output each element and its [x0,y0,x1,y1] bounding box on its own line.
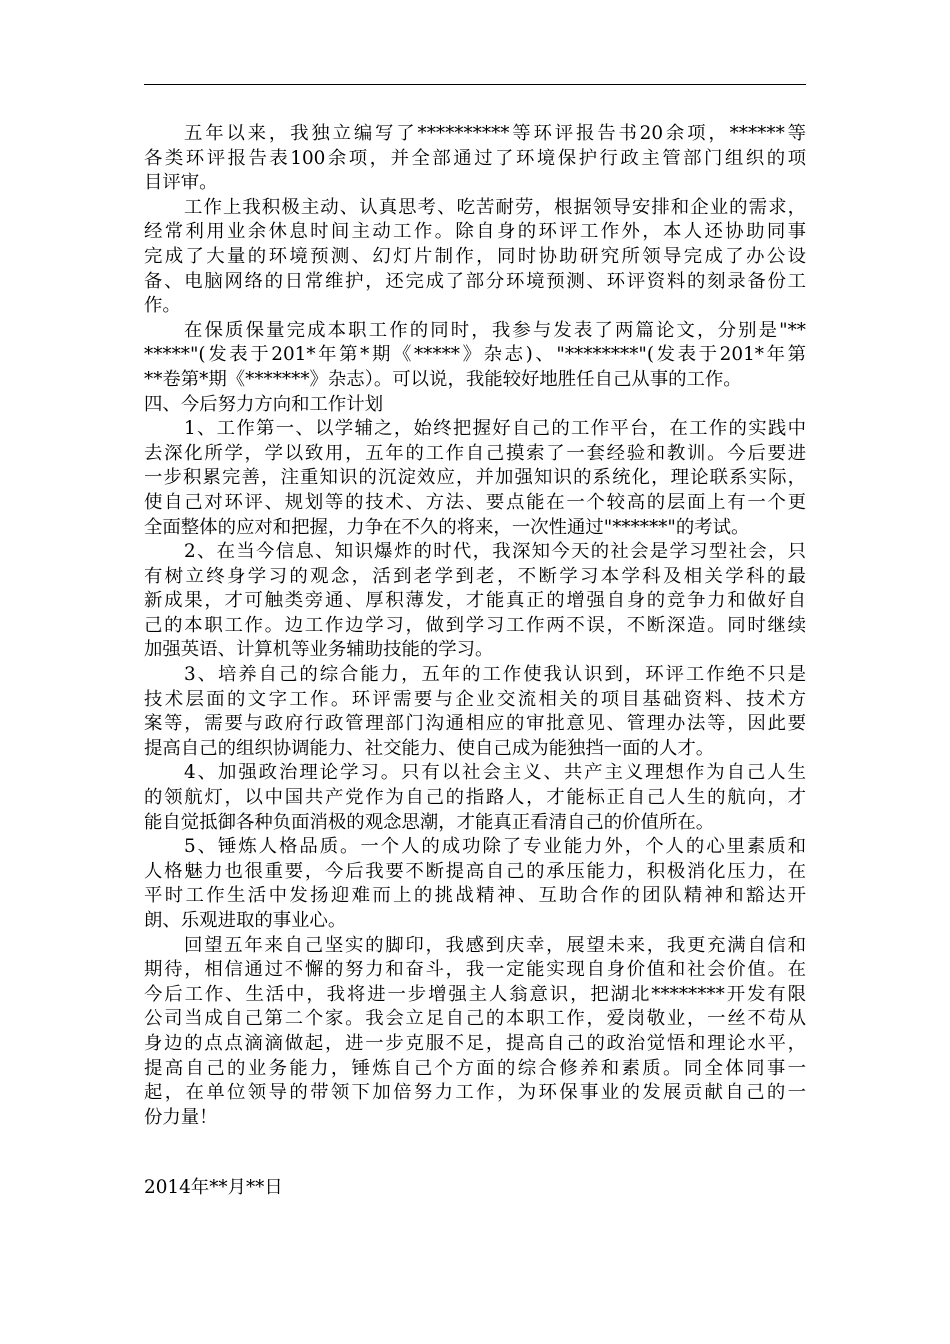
text-line: 五年以来，我独立编写了**********等环评报告书20余项，******等 [184,123,806,144]
text-line: 5、锤炼人格品质。一个人的成功除了专业能力外，个人的心里素质和 [184,836,806,858]
text-line: 今后工作、生活中，我将进一步增强主人翁意识，把湖北********开发有限 [144,983,806,1005]
text-line: **卷第*期《*******》杂志）。可以说，我能较好地胜任自己从事的工作。 [144,368,742,390]
text-line: 备、电脑网络的日常维护，还完成了部分环境预测、环评资料的刻录备份工 [144,270,806,292]
text-line: 3、培养自己的综合能力，五年的工作使我认识到，环评工作绝不只是 [184,664,806,686]
header-rule [144,84,806,85]
text-line: 目评审。 [144,172,218,194]
text-line: 能自觉抵御各种负面消极的观念思潮，才能真正看清自己的价值所在。 [144,811,715,833]
text-line: 提高自己的组织协调能力、社交能力、使自己成为能独挡一面的人才。 [144,737,715,759]
text-line: 完成了大量的环境预测、幻灯片制作，同时协助研究所领导完成了办公设 [144,245,806,267]
text-line: 期待，相信通过不懈的努力和奋斗，我一定能实现自身价值和社会价值。在 [144,959,806,981]
text-line: 提高自己的业务能力，锤炼自己个方面的综合修养和素质。同全体同事一 [144,1057,806,1079]
text-line: 经常利用业余休息时间主动工作。除自身的环评工作外，本人还协助同事 [144,221,806,243]
text-line: 新成果，才可触类旁通、厚积薄发，才能真正的增强自身的竞争力和做好自 [144,590,806,612]
text-line: 2、在当今信息、知识爆炸的时代，我深知今天的社会是学习型社会，只 [184,541,806,563]
text-line: 作。 [144,295,181,317]
text-line: 去深化所学，学以致用，五年的工作自己摸索了一套经验和教训。今后要进 [144,442,806,464]
text-line: 在保质保量完成本职工作的同时，我参与发表了两篇论文，分别是"** [184,319,806,341]
document-body [144,122,806,1130]
text-line: 公司当成自己第二个家。我会立足自己的本职工作，爱岗敬业，一丝不苟从 [144,1008,806,1030]
text-line: 各类环评报告表100余项，并全部通过了环境保护行政主管部门组织的项 [144,147,806,169]
text-line: 有树立终身学习的观念，活到老学到老，不断学习本学科及相关学科的最 [144,565,806,587]
text-line: 己的本职工作。边工作边学习，做到学习工作两不误，不断深造。同时继续 [144,614,806,636]
text-line: 技术层面的文字工作。环评需要与企业交流相关的项目基础资料、技术方 [144,688,806,710]
text-line: 案等，需要与政府行政管理部门沟通相应的审批意见、管理办法等，因此要 [144,713,806,735]
text-line: 人格魅力也很重要，今后我要不断提高自己的承压能力，积极消化压力，在 [144,860,806,882]
text-line: 平时工作生活中发扬迎难而上的挑战精神、互助合作的团队精神和豁达开 [144,885,806,907]
text-line: 加强英语、计算机等业务辅助技能的学习。 [144,639,494,661]
text-line: 全面整体的应对和把握，力争在不久的将来，一次性通过"******"的考试。 [144,516,750,538]
text-line: 一步积累完善，注重知识的沉淀效应，并加强知识的系统化，理论联系实际， [144,467,806,489]
text-line: 身边的点点滴滴做起，进一步克服不足，提高自己的政治觉悟和理论水平， [144,1032,806,1054]
text-line: 朗、乐观进取的事业心。 [144,910,347,931]
text-line: 回望五年来自己坚实的脚印，我感到庆幸，展望未来，我更充满自信和 [184,934,806,956]
text-line: 的领航灯，以中国共产党作为自己的指路人，才能标正自己人生的航向，才 [144,787,806,809]
text-line: 工作上我积极主动、认真思考、吃苦耐劳，根据领导安排和企业的需求， [184,196,806,218]
section-heading: 四、今后努力方向和工作计划 [144,393,384,415]
text-line: 使自己对环评、规划等的技术、方法、要点能在一个较高的层面上有一个更 [144,491,806,513]
text-line: 份力量！ [144,1106,218,1128]
text-line: 1、工作第一、以学辅之，始终把握好自己的工作平台，在工作的实践中 [184,418,806,440]
text-line: *****"(发表于201*年第*期《*****》杂志)、"********"(发表于201*年第 [144,344,806,366]
text-line: 起，在单位领导的带领下加倍努力工作，为环保事业的发展贡献自己的一 [144,1082,806,1104]
text-line: 4、加强政治理论学习。只有以社会主义、共产主义理想作为自己人生 [184,762,806,784]
document-date: 2014年**月**日 [144,1177,283,1198]
